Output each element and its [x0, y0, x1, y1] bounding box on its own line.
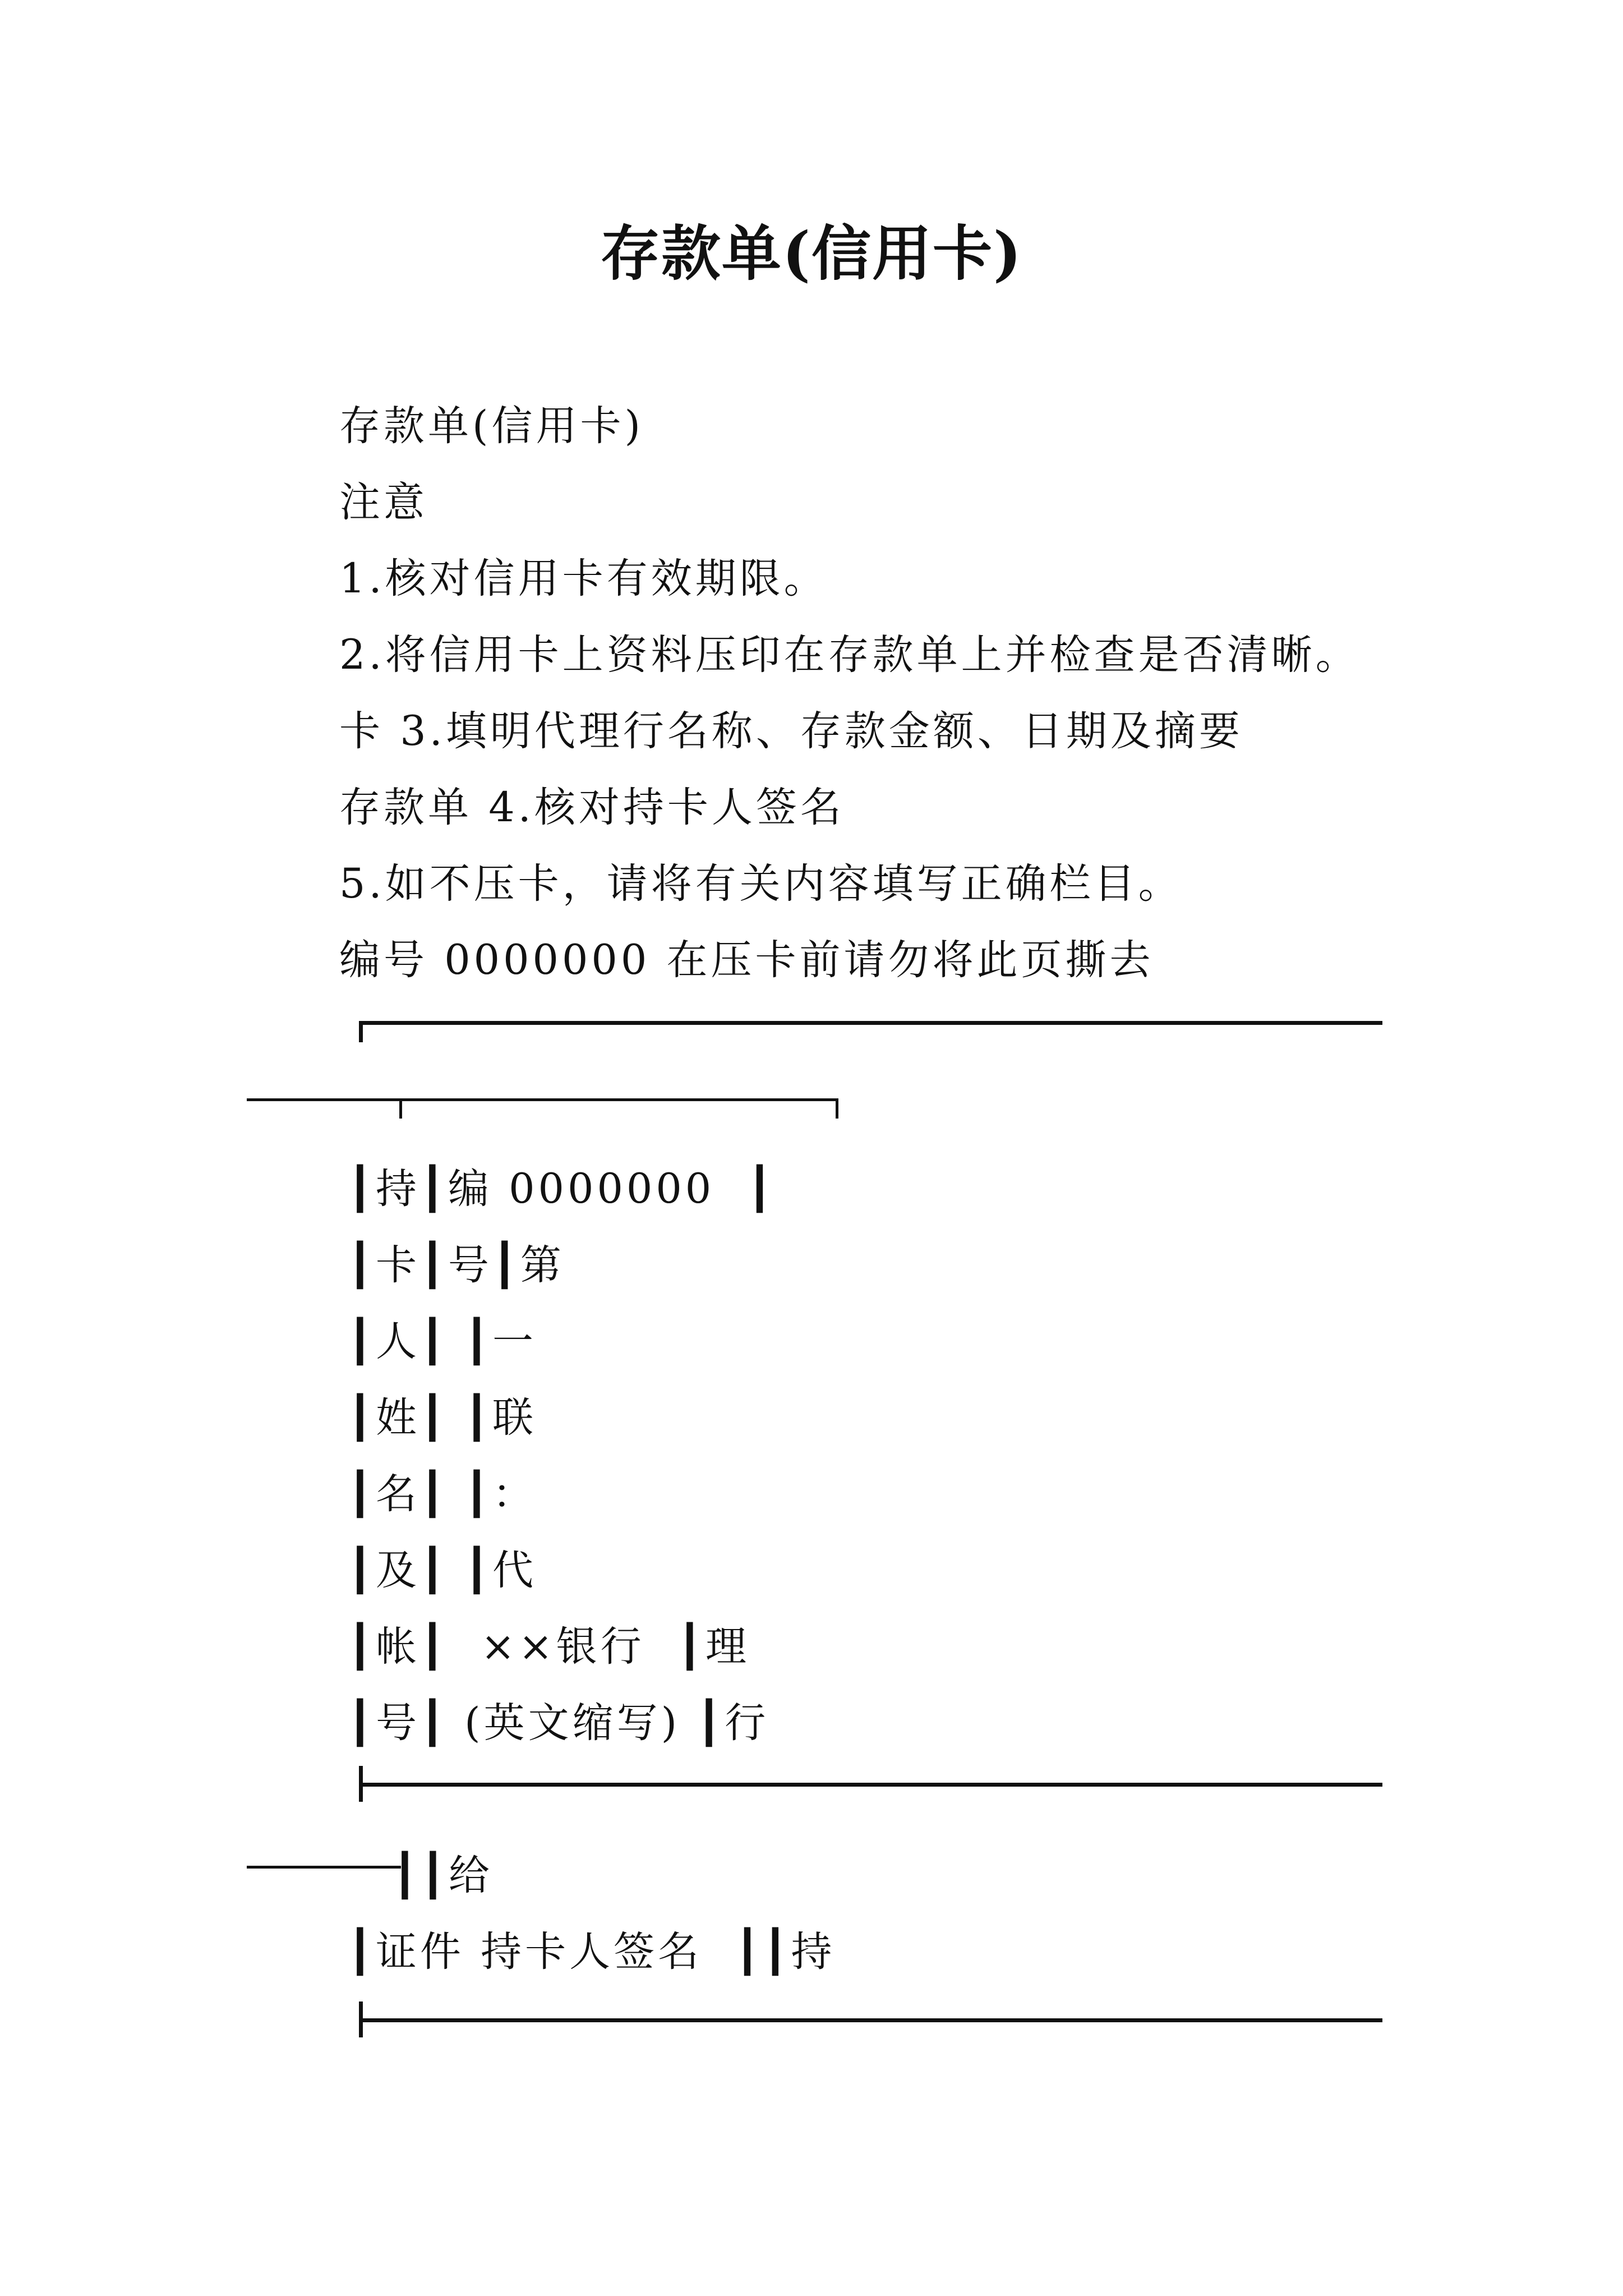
text-line: 2.将信用卡上资料压印在存款单上并检查是否清晰。: [339, 631, 1360, 679]
table-corner-tick: [359, 1021, 363, 1042]
table-row: ┃人┃ ┃一: [348, 1318, 537, 1365]
table-inner-border: [247, 1098, 838, 1101]
table-row: ┃┃给: [393, 1852, 493, 1899]
table-row: ┃持┃编 0000000 ┃: [348, 1165, 776, 1213]
table-row: ┃名┃ ┃：: [348, 1470, 537, 1518]
table-bottom-border: [359, 2018, 1382, 2022]
table-mid-border: [359, 1783, 1382, 1787]
table-bottom-tick: [359, 2001, 363, 2037]
table-inner-tick: [399, 1098, 402, 1119]
table-row: ┃帐┃ ××银行 ┃理: [348, 1623, 750, 1671]
table-inner-tick: [836, 1098, 838, 1119]
table-mid-tick: [359, 1766, 363, 1802]
document-title: 存款单(信用卡): [600, 218, 1023, 288]
text-line: 1.核对信用卡有效期限。: [339, 555, 828, 602]
text-line: 注意: [339, 478, 428, 526]
table-mid-border-2: [247, 1866, 401, 1869]
text-line: 编号 0000000 在压卡前请勿将此页撕去: [339, 936, 1154, 984]
table-row: ┃及┃ ┃代: [348, 1547, 537, 1594]
text-line: 5.如不压卡，请将有关内容填写正确栏目。: [339, 860, 1183, 908]
text-line: 卡 3.填明代理行名称、存款金额、日期及摘要: [339, 707, 1243, 755]
table-top-border: [359, 1021, 1382, 1025]
table-row: ┃证件 持卡人签名 ┃┃持: [348, 1928, 836, 1976]
table-row: ┃号┃ (英文缩写) ┃行: [348, 1699, 769, 1747]
text-line: 存款单(信用卡): [339, 402, 644, 450]
text-line: 存款单 4.核对持卡人签名: [339, 784, 845, 831]
table-row: ┃姓┃ ┃联: [348, 1394, 537, 1442]
table-row: ┃卡┃号┃第: [348, 1241, 565, 1289]
